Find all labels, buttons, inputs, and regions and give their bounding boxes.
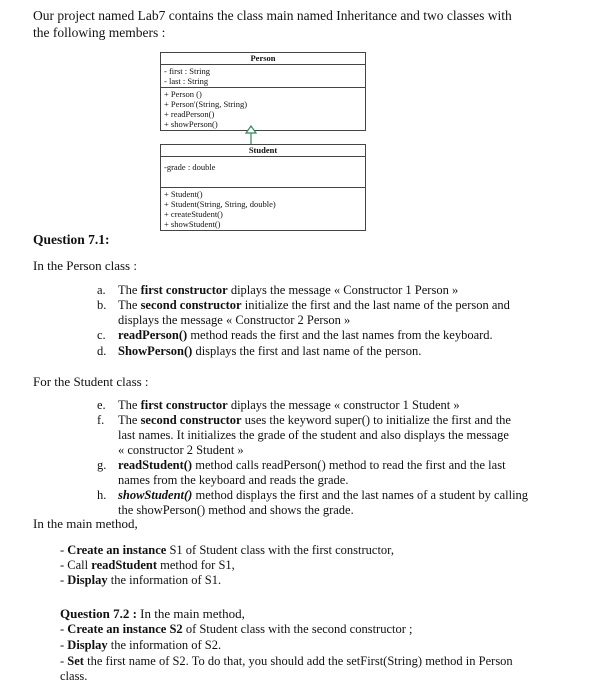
student-class-intro: For the Student class : <box>33 374 149 389</box>
list-item: - Create an instance S1 of Student class with the first constructor, <box>60 543 394 557</box>
student-fields <box>161 157 365 188</box>
list-item: - Create an instance S2 of Student class with the second constructor ; <box>60 622 413 636</box>
inheritance-arrow-icon <box>244 125 258 145</box>
intro-line-1: Our project named Lab7 contains the class main named Inheritance and two classes with <box>33 8 512 23</box>
question-7-1-title: Question 7.1: <box>33 232 110 247</box>
intro-paragraph <box>33 7 553 41</box>
student-class-name: Student <box>161 145 365 157</box>
list-item: - Display the information of S1. <box>60 573 222 587</box>
student-field: -grade : double <box>164 162 216 172</box>
main-method-intro: In the main method, <box>33 516 138 531</box>
person-method: + Person'(String, String) <box>164 99 248 109</box>
student-class-diagram <box>160 144 366 231</box>
person-methods <box>161 88 365 130</box>
student-method: + Student() <box>164 189 203 199</box>
person-fields <box>161 65 365 88</box>
person-method: + Person () <box>164 89 202 99</box>
student-method: + showStudent() <box>164 219 221 229</box>
intro-line-2: the following members : <box>33 25 166 40</box>
student-method: + Student(String, String, double) <box>164 199 276 209</box>
list-item: - Display the information of S2. <box>60 638 222 652</box>
person-field: - first : String <box>164 66 211 76</box>
person-field: - last : String <box>164 76 209 86</box>
question-7-2-title: Question 7.2 : In the main method, <box>60 606 245 621</box>
list-item: - Call readStudent method for S1, <box>60 558 235 572</box>
person-method: + readPerson() <box>164 109 215 119</box>
list-item: - Set the first name of S2. To do that, you should add the setFirst(String) method in Person class. <box>60 654 513 683</box>
student-method: + createStudent() <box>164 209 223 219</box>
student-methods <box>161 188 365 230</box>
person-method: + showPerson() <box>164 119 218 129</box>
person-class-diagram <box>160 52 366 131</box>
person-class-name: Person <box>161 53 365 65</box>
person-class-intro: In the Person class : <box>33 258 137 273</box>
